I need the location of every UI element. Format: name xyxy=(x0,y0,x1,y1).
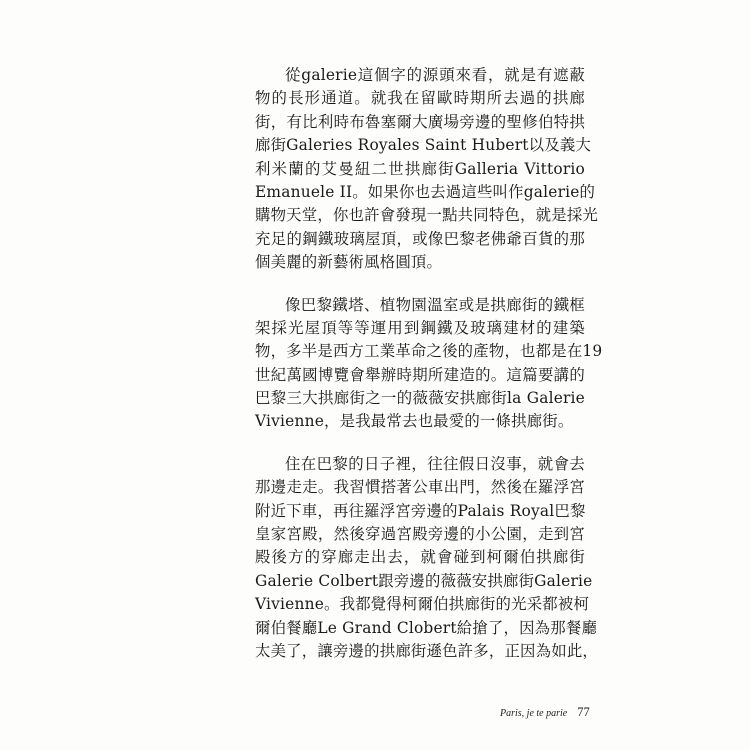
page-footer xyxy=(500,703,590,721)
text-line: 街，有比利時布魯塞爾大廣場旁邊的聖修伯特拱 xyxy=(255,112,585,131)
text-line: 住在巴黎的日子裡，往往假日沒事，就會去 xyxy=(285,454,585,473)
text-line: 像巴黎鐵塔、植物園溫室或是拱廊街的鐵框 xyxy=(285,295,585,314)
text-line: 世紀萬國博覽會舉辦時期所建造的。這篇要講的 xyxy=(255,365,585,384)
page-number: 77 xyxy=(577,705,590,719)
text-line: 從galerie這個字的源頭來看，就是有遮蔽 xyxy=(285,66,585,84)
text-line: Galerie Colbert跟旁邊的薇薇安拱廊街Galerie xyxy=(255,571,593,590)
text-line: 物，多半是西方工業革命之後的產物，也都是在19 xyxy=(255,342,603,361)
text-line: 附近下車，再往羅浮宮旁邊的Palais Royal巴黎 xyxy=(255,501,586,520)
text-line: 殿後方的穿廊走出去，就會碰到柯爾伯拱廊街 xyxy=(255,548,585,567)
text-line: 太美了，讓旁邊的拱廊街遜色許多，正因為如此， xyxy=(255,641,598,660)
text-line: 利米蘭的艾曼紐二世拱廊街Galleria Vittorio xyxy=(255,159,585,178)
text-line: 皇家宮殿，然後穿過宮殿旁邊的小公園，走到宮 xyxy=(255,525,585,544)
text-line: 爾伯餐廳Le Grand Clobert給搶了，因為那餐廳 xyxy=(255,618,598,637)
text-line: 架採光屋頂等等運用到鋼鐵及玻璃建材的建築 xyxy=(255,318,585,337)
text-line: 那邊走走。我習慣搭著公車出門，然後在羅浮宮 xyxy=(255,478,585,497)
text-line: 購物天堂，你也許會發現一點共同特色，就是採光 xyxy=(255,206,598,225)
text-line: Emanuele II。如果你也去過這些叫作galerie的 xyxy=(255,182,596,201)
text-line: 物的長形通道。就我在留歐時期所去過的拱廊 xyxy=(255,89,585,108)
text-line: 個美麗的新藝術風格圓頂。 xyxy=(255,253,443,272)
text-line: 充足的鋼鐵玻璃屋頂，或像巴黎老佛爺百貨的那 xyxy=(255,229,585,248)
text-line: Vivienne，是我最常去也最愛的一條拱廊街。 xyxy=(255,412,574,431)
paragraph-1 xyxy=(255,64,598,275)
paragraph-2 xyxy=(255,294,603,434)
running-title: Paris, je te parie xyxy=(500,708,568,719)
paragraph-3 xyxy=(255,453,598,664)
text-line: 巴黎三大拱廊街之一的薇薇安拱廊街la Galerie xyxy=(255,389,585,408)
body-text xyxy=(255,64,603,682)
text-line: 廊街Galeries Royales Saint Hubert以及義大 xyxy=(255,136,592,155)
text-line: Vivienne。我都覺得柯爾伯拱廊街的光采都被柯 xyxy=(255,595,590,614)
